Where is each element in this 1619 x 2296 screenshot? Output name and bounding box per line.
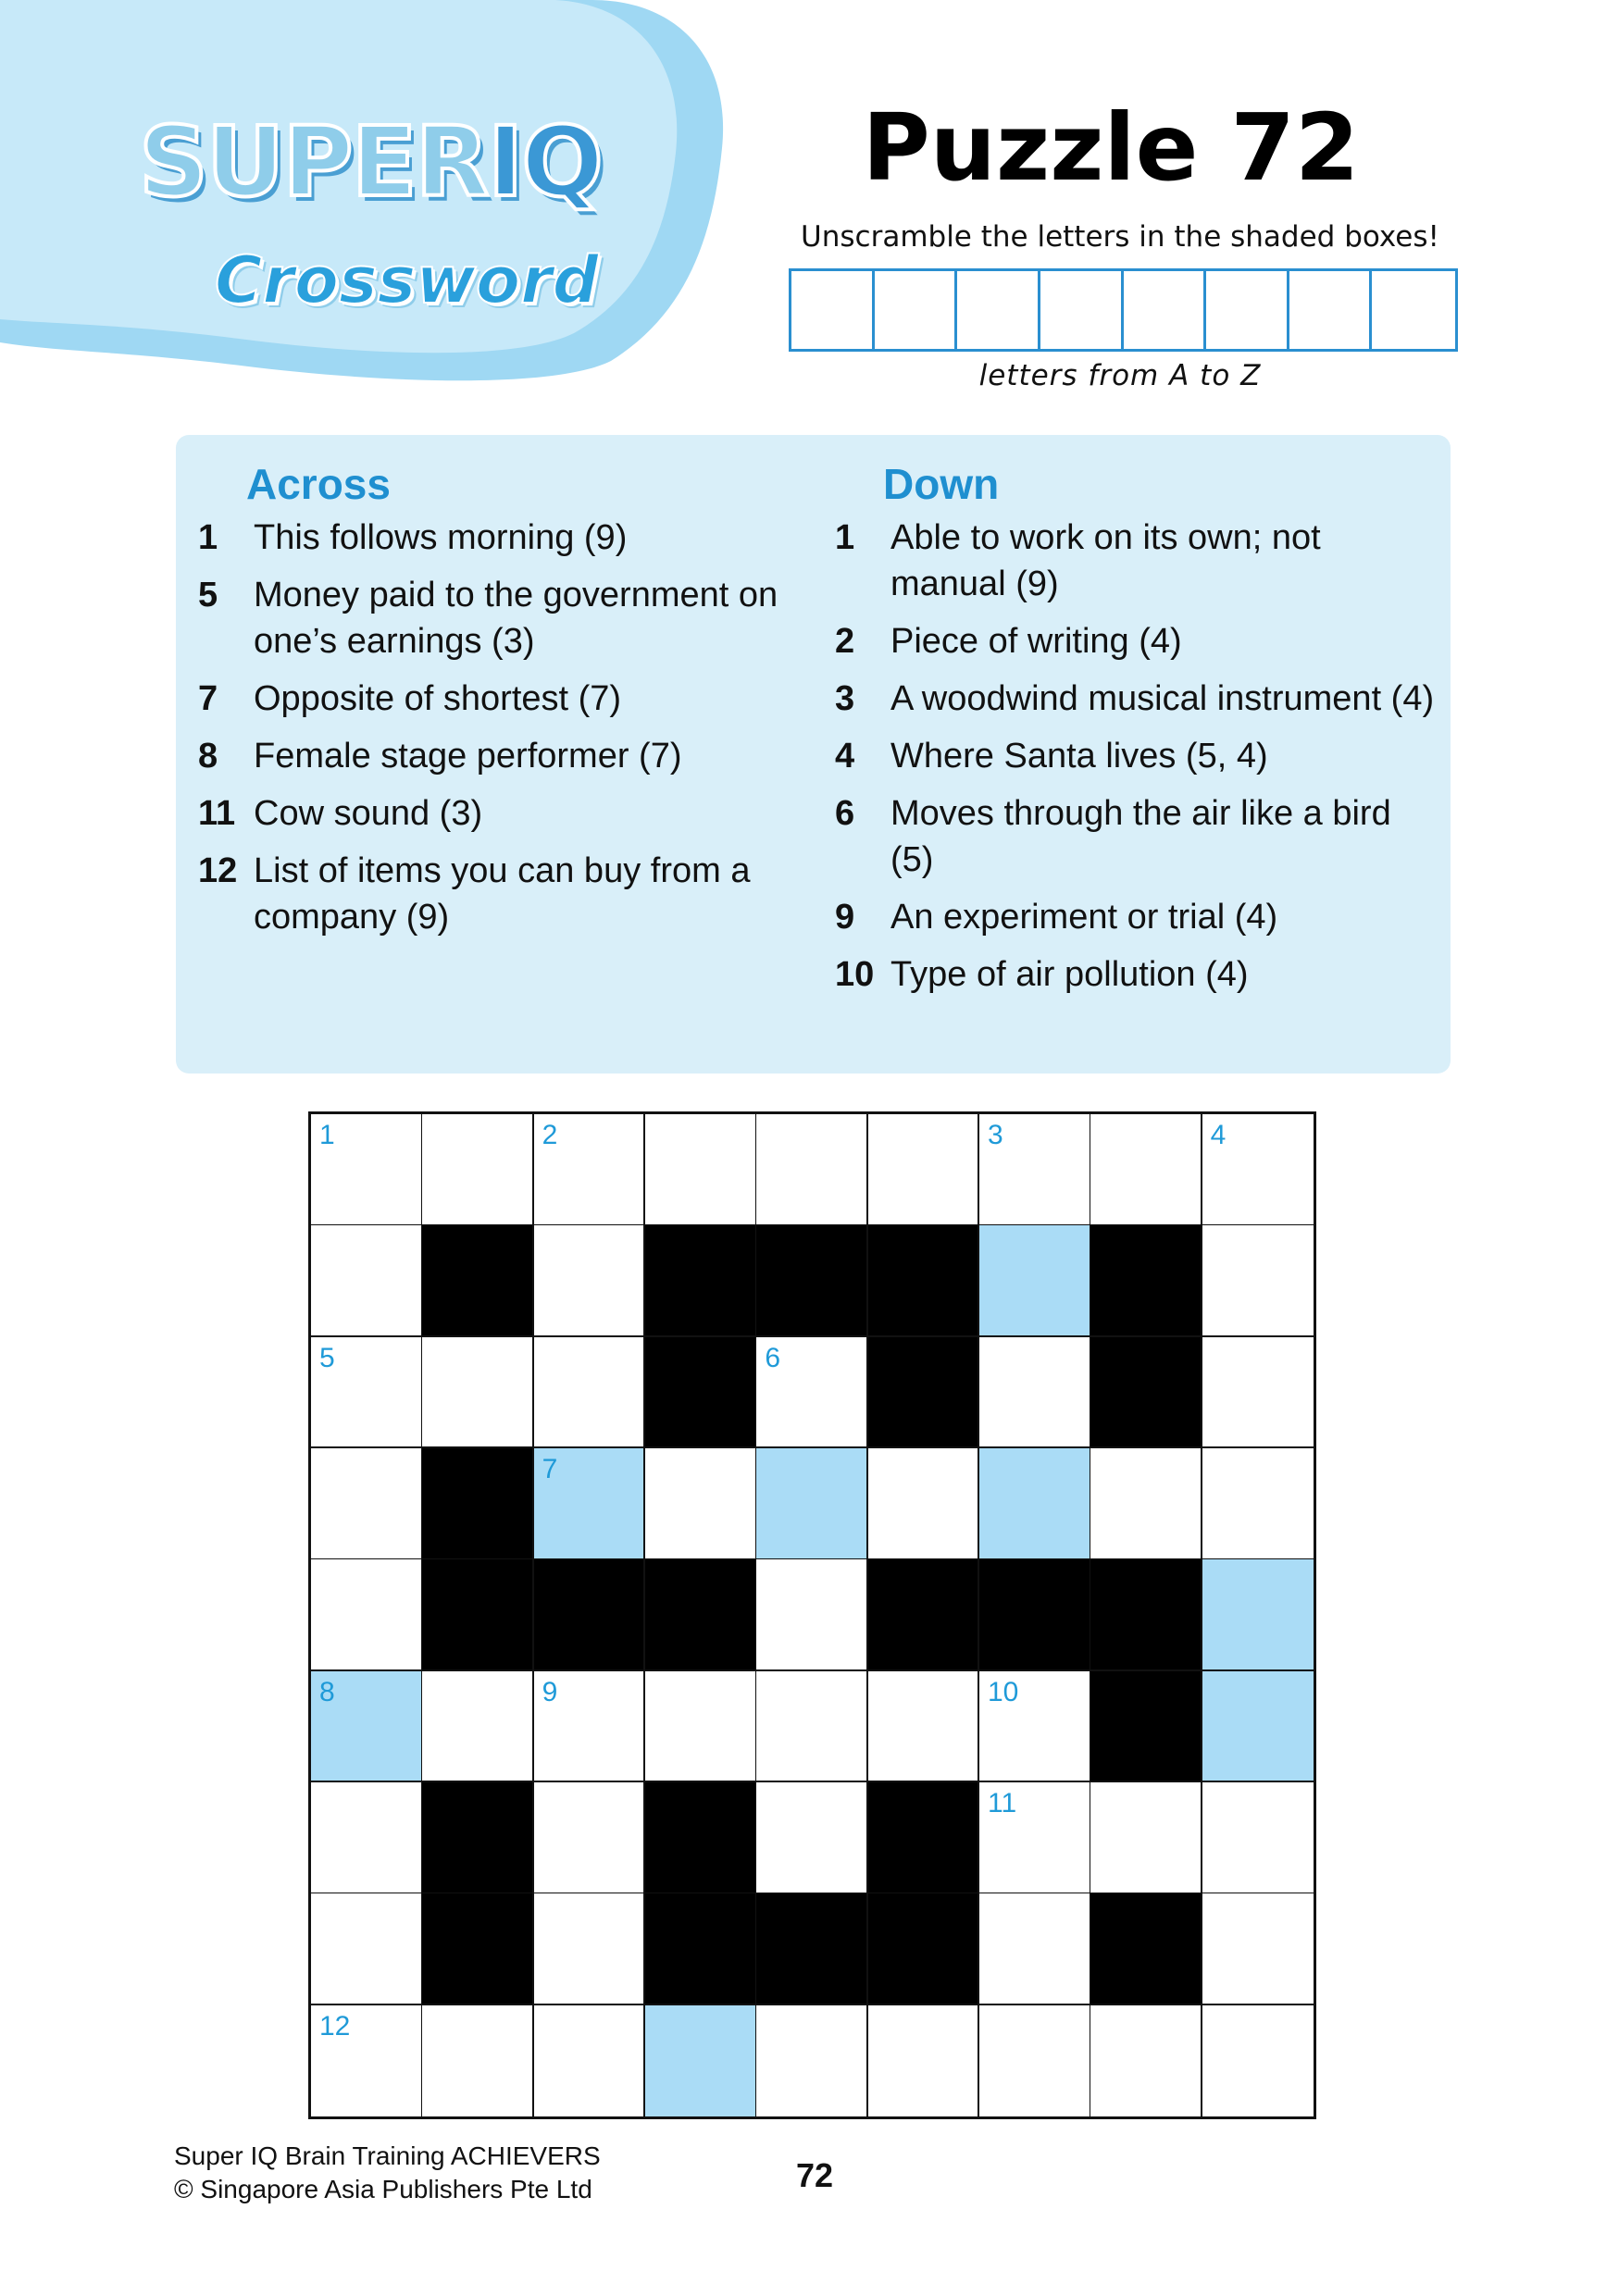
clue-number: 1 xyxy=(835,518,855,557)
grid-cell[interactable] xyxy=(311,1114,423,1226)
grid-cell[interactable] xyxy=(979,1893,1091,2005)
cell-number: 4 xyxy=(1210,1120,1227,1150)
grid-cell[interactable] xyxy=(868,1671,980,1783)
clue-text: Cow sound (3) xyxy=(254,794,483,833)
clue-number: 7 xyxy=(198,679,218,718)
cell-number: 1 xyxy=(319,1120,335,1150)
clue-text: Opposite of shortest (7) xyxy=(254,679,622,718)
clue-text: Money paid to the government on one’s earnings (3) xyxy=(254,576,778,661)
grid-cell-blocked xyxy=(645,1782,757,1894)
grid-cell[interactable] xyxy=(1090,1448,1202,1560)
answer-letter-box[interactable] xyxy=(1040,271,1124,349)
answer-letter-box[interactable] xyxy=(875,271,958,349)
across-clues xyxy=(198,453,791,951)
cell-number: 10 xyxy=(988,1676,1019,1707)
across-clue xyxy=(198,790,791,837)
cell-number: 8 xyxy=(319,1676,335,1707)
cell-number: 6 xyxy=(765,1342,781,1373)
clue-text: An experiment or trial (4) xyxy=(890,898,1278,937)
grid-cell-blocked xyxy=(645,1337,757,1449)
grid-cell-blocked xyxy=(422,1225,534,1337)
clue-text: List of items you can buy from a company (9) xyxy=(254,851,751,937)
grid-cell[interactable] xyxy=(1202,1337,1314,1449)
answer-note: letters from A to Z xyxy=(978,359,1262,392)
grid-cell-shaded[interactable] xyxy=(756,1448,868,1560)
answer-letter-box[interactable] xyxy=(957,271,1040,349)
logo-iq: IQ xyxy=(487,105,602,218)
cell-number: 2 xyxy=(542,1120,558,1150)
down-clue xyxy=(835,951,1437,998)
grid-cell-blocked xyxy=(645,1225,757,1337)
clue-text: Where Santa lives (5, 4) xyxy=(890,737,1268,776)
grid-cell[interactable] xyxy=(534,1893,646,2005)
grid-cell-shaded[interactable] xyxy=(1202,1559,1314,1671)
grid-cell-shaded[interactable] xyxy=(1202,1671,1314,1783)
grid-cell-blocked xyxy=(534,1559,646,1671)
grid-cell[interactable] xyxy=(534,2005,646,2117)
grid-cell[interactable] xyxy=(756,1671,868,1783)
grid-cell[interactable] xyxy=(311,1225,423,1337)
grid-cell[interactable] xyxy=(311,1782,423,1894)
clue-text: A woodwind musical instrument (4) xyxy=(890,679,1435,718)
clue-text: Type of air pollution (4) xyxy=(890,955,1249,994)
clue-number: 11 xyxy=(198,794,236,833)
grid-cell-shaded[interactable] xyxy=(979,1225,1091,1337)
answer-letter-box[interactable] xyxy=(1289,271,1373,349)
grid-cell-blocked xyxy=(868,1225,980,1337)
grid-cell[interactable] xyxy=(645,1114,757,1226)
grid-cell-blocked xyxy=(422,1448,534,1560)
grid-cell[interactable] xyxy=(534,1225,646,1337)
grid-cell-blocked xyxy=(645,1893,757,2005)
footer-copyright: © Singapore Asia Publishers Pte Ltd xyxy=(174,2175,592,2203)
grid-cell-blocked xyxy=(422,1782,534,1894)
grid-cell-shaded[interactable] xyxy=(979,1448,1091,1560)
across-clue xyxy=(198,733,791,779)
cell-number: 12 xyxy=(319,2010,351,2042)
grid-cell-shaded[interactable] xyxy=(311,1671,423,1783)
grid-cell[interactable] xyxy=(756,1782,868,1894)
grid-cell-blocked xyxy=(868,1337,980,1449)
grid-cell-shaded[interactable] xyxy=(645,2005,757,2117)
across-clue xyxy=(198,572,791,664)
down-clue xyxy=(835,676,1437,722)
clue-number: 4 xyxy=(835,737,855,776)
answer-letter-box[interactable] xyxy=(1124,271,1207,349)
clue-text: Female stage performer (7) xyxy=(254,737,682,776)
answer-boxes xyxy=(789,268,1458,352)
clue-number: 10 xyxy=(835,955,875,994)
grid-cell-shaded[interactable] xyxy=(534,1448,646,1560)
grid-cell-blocked xyxy=(1090,1893,1202,2005)
grid-cell[interactable] xyxy=(756,1337,868,1449)
clue-number: 6 xyxy=(835,794,855,833)
grid-cell[interactable] xyxy=(422,1337,534,1449)
grid-cell[interactable] xyxy=(979,2005,1091,2117)
cell-number: 7 xyxy=(542,1454,558,1484)
puzzle-title: Puzzle 72 xyxy=(862,93,1360,202)
grid-cell[interactable] xyxy=(422,2005,534,2117)
clue-number: 3 xyxy=(835,679,855,718)
clue-text: Able to work on its own; not manual (9) xyxy=(890,518,1321,603)
grid-cell[interactable] xyxy=(534,1114,646,1226)
grid-cell-blocked xyxy=(979,1559,1091,1671)
answer-letter-box[interactable] xyxy=(1372,271,1455,349)
crossword-grid xyxy=(308,1111,1316,2119)
grid-cell[interactable] xyxy=(868,2005,980,2117)
unscramble-instruction: Unscramble the letters in the shaded boxes! xyxy=(801,220,1439,254)
clue-number: 8 xyxy=(198,737,218,776)
section-subtitle: Crossword xyxy=(215,242,599,318)
down-clue xyxy=(835,894,1437,940)
grid-cell[interactable] xyxy=(422,1671,534,1783)
grid-cell[interactable] xyxy=(645,1671,757,1783)
grid-cell-blocked xyxy=(422,1559,534,1671)
grid-cell[interactable] xyxy=(1202,1448,1314,1560)
down-clue xyxy=(835,618,1437,664)
grid-cell[interactable] xyxy=(756,1114,868,1226)
footer xyxy=(174,2140,601,2206)
down-clues xyxy=(835,453,1437,1009)
cell-number: 3 xyxy=(988,1120,1003,1150)
grid-cell[interactable] xyxy=(534,1337,646,1449)
clue-text: Piece of writing (4) xyxy=(890,622,1182,661)
clue-number: 5 xyxy=(198,576,218,614)
down-heading: Down xyxy=(883,460,1000,508)
grid-cell[interactable] xyxy=(1202,1114,1314,1226)
answer-letter-box[interactable] xyxy=(1206,271,1289,349)
grid-cell[interactable] xyxy=(1202,1893,1314,2005)
grid-cell-blocked xyxy=(1090,1225,1202,1337)
down-clue xyxy=(835,790,1437,883)
grid-cell-blocked xyxy=(756,1893,868,2005)
page-number: 72 xyxy=(795,2156,834,2194)
cell-number: 5 xyxy=(319,1342,335,1373)
clue-text: Moves through the air like a bird (5) xyxy=(890,794,1391,879)
grid-cell[interactable] xyxy=(756,1559,868,1671)
clues-panel xyxy=(176,435,1451,1074)
grid-cell-blocked xyxy=(422,1893,534,2005)
grid-cell-blocked xyxy=(756,1225,868,1337)
grid-cell[interactable] xyxy=(868,1114,980,1226)
grid-cell[interactable] xyxy=(756,2005,868,2117)
grid-cell[interactable] xyxy=(1202,2005,1314,2117)
grid-cell[interactable] xyxy=(311,1893,423,2005)
down-clue xyxy=(835,733,1437,779)
grid-cell[interactable] xyxy=(979,1782,1091,1894)
clue-number: 1 xyxy=(198,518,218,557)
grid-cell[interactable] xyxy=(311,2005,423,2117)
grid-cell[interactable] xyxy=(979,1114,1091,1226)
grid-cell[interactable] xyxy=(534,1782,646,1894)
cell-number: 9 xyxy=(542,1676,558,1707)
grid-cell-blocked xyxy=(645,1559,757,1671)
footer-series: Super IQ Brain Training ACHIEVERS xyxy=(174,2141,601,2170)
grid-cell[interactable] xyxy=(311,1337,423,1449)
clue-number: 9 xyxy=(835,898,855,937)
grid-cell-blocked xyxy=(1090,1671,1202,1783)
cell-number: 11 xyxy=(988,1788,1017,1818)
grid-cell[interactable] xyxy=(1090,1782,1202,1894)
logo-super: SUPER xyxy=(139,105,488,218)
grid-cell[interactable] xyxy=(422,1114,534,1226)
grid-cell-blocked xyxy=(868,1893,980,2005)
grid-cell-blocked xyxy=(868,1782,980,1894)
super-iq-logo xyxy=(139,102,620,222)
clue-number: 12 xyxy=(198,851,238,890)
grid-cell[interactable] xyxy=(868,1448,980,1560)
grid-cell-blocked xyxy=(1090,1559,1202,1671)
across-heading: Across xyxy=(246,460,391,508)
grid-cell[interactable] xyxy=(1202,1225,1314,1337)
clue-number: 2 xyxy=(835,622,855,661)
grid-cell[interactable] xyxy=(645,1448,757,1560)
grid-cell[interactable] xyxy=(979,1337,1091,1449)
across-clue xyxy=(198,848,791,940)
grid-cell[interactable] xyxy=(1202,1782,1314,1894)
grid-cell[interactable] xyxy=(1090,1114,1202,1226)
clue-text: This follows morning (9) xyxy=(254,518,628,557)
grid-cell[interactable] xyxy=(311,1559,423,1671)
grid-cell[interactable] xyxy=(979,1671,1091,1783)
across-clue xyxy=(198,676,791,722)
grid-cell[interactable] xyxy=(1090,2005,1202,2117)
grid-cell-blocked xyxy=(868,1559,980,1671)
across-clue xyxy=(198,515,791,561)
answer-letter-box[interactable] xyxy=(791,271,875,349)
grid-cell-blocked xyxy=(1090,1337,1202,1449)
grid-cell[interactable] xyxy=(311,1448,423,1560)
down-clue xyxy=(835,515,1437,607)
grid-cell[interactable] xyxy=(534,1671,646,1783)
